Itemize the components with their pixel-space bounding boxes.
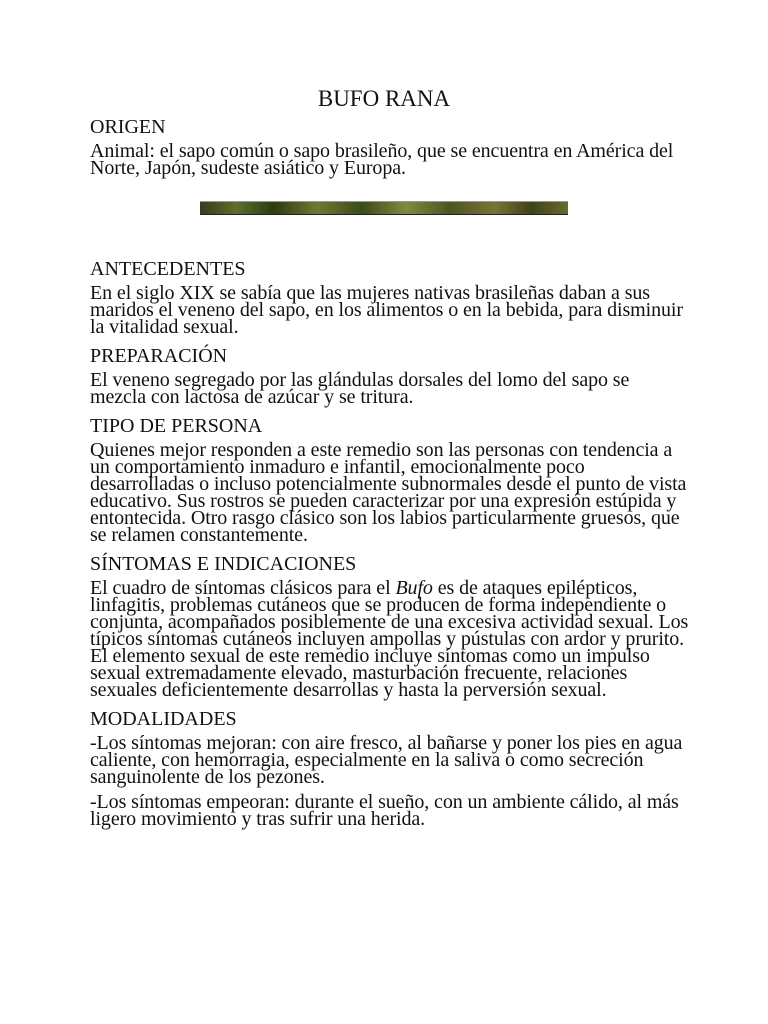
- document-page: [90, 85, 690, 836]
- section-heading: TIPO DE PERSONA: [90, 415, 263, 437]
- section-tipo-de-persona: [90, 414, 690, 544]
- section-paragraph: [90, 577, 690, 701]
- section-paragraph: En el siglo XIX se sabía que las mujeres nativas brasileñas daban a sus maridos el veneno del sapo, en los alimentos o en la bebida, para disminuir la vitalidad sexual.: [90, 282, 683, 338]
- section-heading: SÍNTOMAS E INDICACIONES: [90, 553, 357, 575]
- section-modalidades: [90, 707, 690, 828]
- paragraph-text: El cuadro de síntomas clásicos para el: [90, 577, 396, 599]
- section-heading: ANTECEDENTES: [90, 258, 246, 280]
- section-paragraph: -Los síntomas empeoran: durante el sueño, con un ambiente cálido, al más ligero movimiento y tras sufrir una herida.: [90, 791, 679, 830]
- section-paragraph: El veneno segregado por las glándulas dorsales del lomo del sapo se mezcla con lactosa de azúcar y se tritura.: [90, 369, 630, 408]
- section-origen: [90, 115, 690, 177]
- section-preparacion: [90, 344, 690, 406]
- remedy-name: Bufo: [395, 577, 433, 599]
- section-heading: ORIGEN: [90, 116, 166, 138]
- section-paragraph: Quienes mejor responden a este remedio son las personas con tendencia a un comportamiento inmaduro e infantil, emocionalmente poco desarrolladas o incluso potencialmente subnormales desde el punto de vista educativo. Sus rostros se pueden caracterizar por una expresión estúpida y entontecida. Otro rasgo clásico son los labios particularmente gruesos, que se relamen constantemente.: [90, 439, 687, 546]
- section-heading: MODALIDADES: [90, 708, 237, 730]
- section-sintomas: [90, 552, 690, 699]
- section-heading: PREPARACIÓN: [90, 345, 228, 367]
- section-paragraph: -Los síntomas mejoran: con aire fresco, al bañarse y poner los pies en agua caliente, con hemorragia, especialmente en la saliva o como secreción sanguinolente de los pezones.: [90, 732, 683, 788]
- paragraph-text: es de ataques epilépticos, linfagitis, problemas cutáneos que se producen de forma independiente o conjunta, acompañados posiblemente de una excesiva actividad sexual. Los típicos síntomas cutáneos incluyen ampollas y pústulas con ardor y prurito. El elemento sexual de este remedio incluye síntomas como un impulso sexual extremadamente elevado, masturbación frecuente, relaciones sexuales deficientemente desarrollas y hasta la perversión sexual.: [90, 577, 689, 701]
- document-title: BUFO RANA: [317, 86, 451, 111]
- section-antecedentes: [90, 257, 690, 336]
- toad-image-strip: [200, 201, 568, 215]
- section-paragraph: Animal: el sapo común o sapo brasileño, que se encuentra en América del Norte, Japón, sudeste asiático y Europa.: [90, 140, 674, 179]
